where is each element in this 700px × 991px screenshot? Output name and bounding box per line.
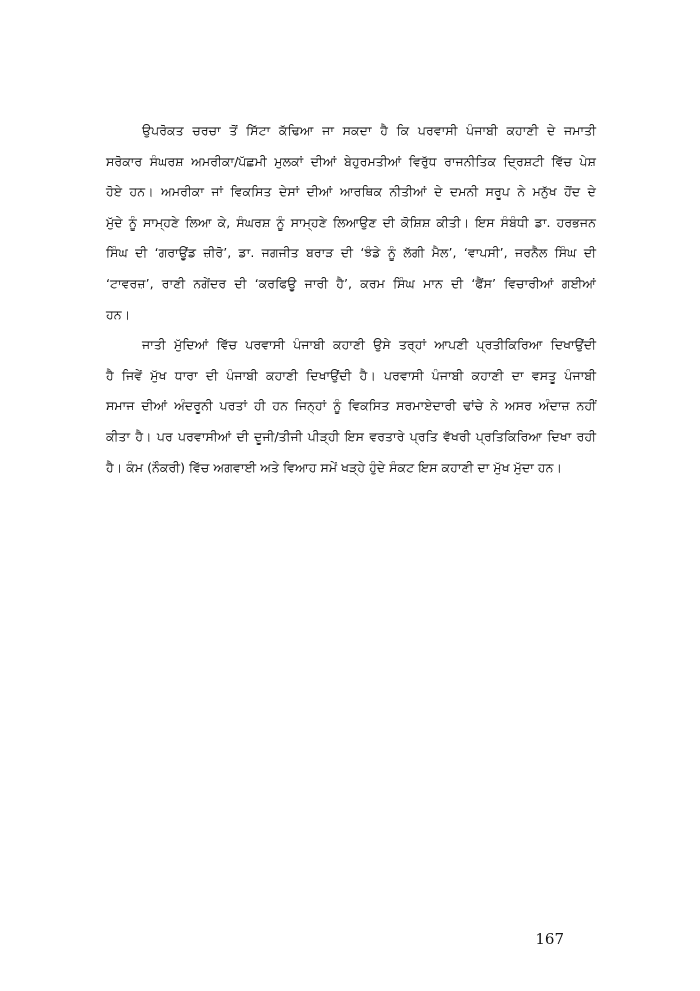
- text-line: ਕੀਤਾ ਹੈ। ਪਰ ਪਰਵਾਸੀਆਂ ਦੀ ਦੂਜੀ/ਤੀਜੀ ਪੀੜ੍ਹੀ ਇਸ ਵਰਤਾਰੇ ਪ੍ਰਤਿ ਵੱਖਰੀ ਪ੍ਰਤਿਕਿਰਿਆ ਦਿਖਾ ਰਹੀ: [106, 428, 596, 444]
- text-line: ਹੈ ਜਿਵੇਂ ਮੁੱਖ ਧਾਰਾ ਦੀ ਪੰਜਾਬੀ ਕਹਾਣੀ ਦਿਖਾਉਂਦੀ ਹੈ। ਪਰਵਾਸੀ ਪੰਜਾਬੀ ਕਹਾਣੀ ਦਾ ਵਸਤੂ ਪੰਜਾਬੀ: [106, 367, 596, 383]
- text-line: ਸਰੋਕਾਰ ਸੰਘਰਸ਼ ਅਮਰੀਕਾ/ਪੱਛਮੀ ਮੁਲਕਾਂ ਦੀਆਂ ਬੇਹੁਰਮਤੀਆਂ ਵਿਰੁੱਧ ਰਾਜਨੀਤਿਕ ਦ੍ਰਿਸ਼ਟੀ ਵਿੱਚ ਪੇਸ਼: [106, 153, 596, 169]
- text-line: ‘ਟਾਵਰਜ਼’, ਰਾਣੀ ਨਗੇਂਦਰ ਦੀ ‘ਕਰਫਿਊ ਜਾਰੀ ਹੈ’, ਕਰਮ ਸਿੰਘ ਮਾਨ ਦੀ ‘ਫੈਂਸ’ ਵਿਚਾਰੀਆਂ ਗਈਆਂ: [106, 275, 596, 291]
- text-line: ਸਿੰਘ ਦੀ ‘ਗਰਾਊਂਡ ਜ਼ੀਰੋ’, ਡਾ. ਜਗਜੀਤ ਬਰਾੜ ਦੀ ‘ਝੰਡੇ ਨੂੰ ਲੱਗੀ ਮੈਲ’, ‘ਵਾਪਸੀ’, ਜਰਨੈਲ ਸਿੰਘ ਦੀ: [106, 245, 596, 261]
- paragraph-1: [106, 116, 596, 330]
- text-line: ਉਪਰੋਕਤ ਚਰਚਾ ਤੋਂ ਸਿੱਟਾ ਕੱਢਿਆ ਜਾ ਸਕਦਾ ਹੈ ਕਿ ਪਰਵਾਸੀ ਪੰਜਾਬੀ ਕਹਾਣੀ ਦੇ ਜਮਾਤੀ: [142, 123, 596, 138]
- text-line: ਹੈ। ਕੰਮ (ਨੌਕਰੀ) ਵਿੱਚ ਅਗਵਾਈ ਅਤੇ ਵਿਆਹ ਸਮੇਂ ਖੜ੍ਹੇ ਹੁੰਦੇ ਸੰਕਟ ਇਸ ਕਹਾਣੀ ਦਾ ਮੁੱਖ ਮੁੱਦਾ ਹਨ।: [106, 459, 562, 475]
- text-line: ਮੁੱਦੇ ਨੂੰ ਸਾਮ੍ਹਣੇ ਲਿਆ ਕੇ, ਸੰਘਰਸ਼ ਨੂੰ ਸਾਮ੍ਹਣੇ ਲਿਆਉਣ ਦੀ ਕੋਸ਼ਿਸ਼ ਕੀਤੀ। ਇਸ ਸੰਬੰਧੀ ਡਾ. ਹਰਭਜਨ: [106, 214, 596, 230]
- text-line: ਹੋਏ ਹਨ। ਅਮਰੀਕਾ ਜਾਂ ਵਿਕਸਿਤ ਦੇਸਾਂ ਦੀਆਂ ਆਰਥਿਕ ਨੀਤੀਆਂ ਦੇ ਦਮਨੀ ਸਰੂਪ ਨੇ ਮਨੁੱਖ ਹੋਂਦ ਦੇ: [106, 184, 596, 200]
- page-number: 167: [535, 930, 564, 948]
- text-line: ਸਮਾਜ ਦੀਆਂ ਅੰਦਰੂਨੀ ਪਰਤਾਂ ਹੀ ਹਨ ਜਿਨ੍ਹਾਂ ਨੂੰ ਵਿਕਸਿਤ ਸਰਮਾਏਦਾਰੀ ਢਾਂਚੇ ਨੇ ਅਸਰ ਅੰਦਾਜ਼ ਨਹੀਂ: [106, 398, 596, 414]
- text-line: ਜਾਤੀ ਮੁੱਦਿਆਂ ਵਿੱਚ ਪਰਵਾਸੀ ਪੰਜਾਬੀ ਕਹਾਣੀ ਉਸੇ ਤਰ੍ਹਾਂ ਆਪਣੀ ਪ੍ਰਤੀਕਿਰਿਆ ਦਿਖਾਉਂਦੀ: [142, 337, 596, 353]
- text-line: ਹਨ।: [106, 306, 131, 322]
- body-text: [106, 116, 596, 483]
- paragraph-2: [106, 330, 596, 483]
